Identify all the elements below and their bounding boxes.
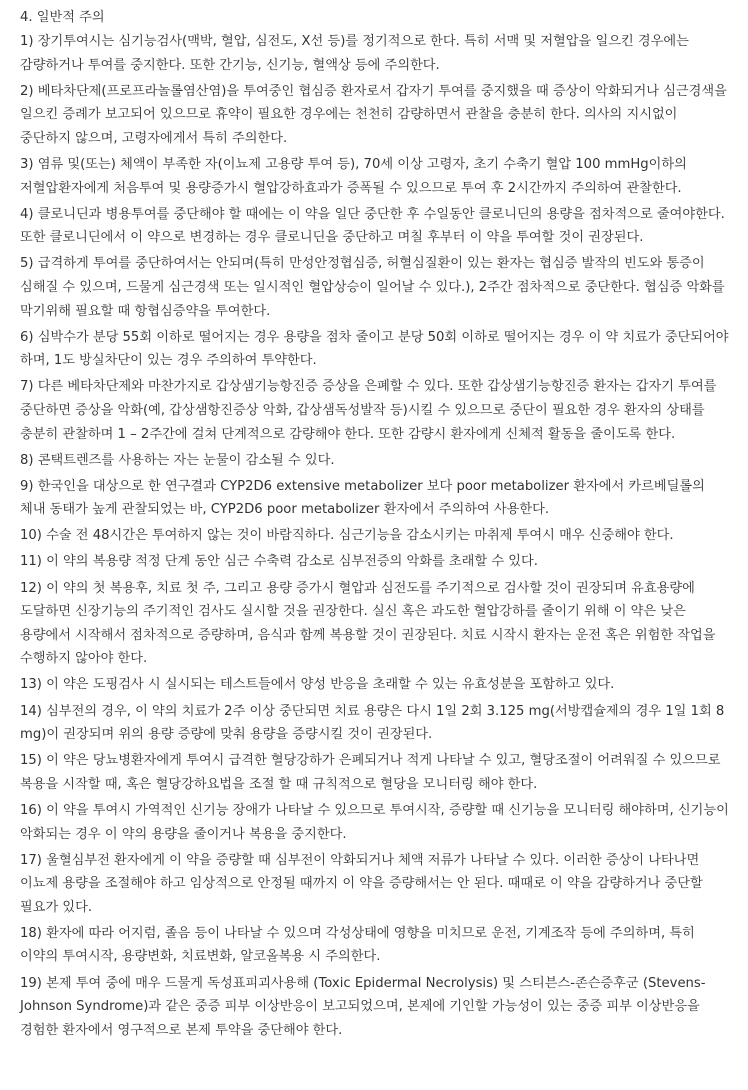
precaution-item-12: 12) 이 약의 첫 복용후, 치료 첫 주, 그리고 용량 증가시 혈압과 심전도를 주기적으로 검사할 것이 권장되며 유효용량에 도달하면 신장기능의 주기적인 검사도 실시할 것을 권장한다. 실신 혹은 과도한 혈압강하를 줄이기 위해 이 약은 낮은 용량에서 시작해서 점차적으로 증량하며, 음식과 함께 복용할 것이 권장된다. 치료 시작시 환자는 운전 혹은 위험한 작업을 수행하지 않아야 한다.	[20, 580, 716, 667]
precaution-item-14: 14) 심부전의 경우, 이 약의 치료가 2주 이상 중단되면 치료 용량은 다시 1일 2회 3.125 mg(서방캡슐제의 경우 1일 1회 8 mg)이 권장되며 위의 용량 증량에 맞춰 용량을 증량시킬 것이 권장된다.	[20, 703, 725, 743]
precaution-item-2: 2) 베타차단제(프로프라놀롤염산염)을 투여중인 협심증 환자로서 갑자기 투여를 중지했을 때 증상이 악화되거나 심근경색을 일으킨 증례가 보고되어 있으므로 휴약이 필요한 경우에는 천천히 감량하면서 관찰을 충분히 한다. 의사의 지시없이 중단하지 않으며, 고령자에게서 특히 주의한다.	[20, 83, 727, 146]
precaution-item-6: 6) 심박수가 분당 55회 이하로 떨어지는 경우 용량을 점차 줄이고 분당 50회 이하로 떨어지는 경우 이 약 치료가 중단되어야 하며, 1도 방실차단이 있는 경우 주의하여 투약한다.	[20, 329, 729, 369]
precaution-item-17: 17) 울혈심부전 환자에게 이 약을 증량할 때 심부전이 악화되거나 체액 저류가 나타날 수 있다. 이러한 증상이 나타나면 이뇨제 용량을 조절해야 하고 임상적으로 안정될 때까지 이 약을 증량해서는 안 된다. 때때로 이 약을 감량하거나 중단할 필요가 있다.	[20, 852, 703, 915]
precaution-item-19: 19) 본제 투여 중에 매우 드물게 독성표피괴사용해 (Toxic Epidermal Necrolysis) 및 스티븐스-존슨증후군 (Stevens-Johnson Syndrome)과 같은 중증 피부 이상반응이 보고되었으며, 본제에 기인할 가능성이 있는 중증 피부 이상반응을 경험한 환자에서 영구적으로 본제 투약을 중단해야 한다.	[20, 975, 706, 1038]
precaution-item-15: 15) 이 약은 당뇨병환자에게 투여시 급격한 혈당강하가 은폐되거나 적게 나타날 수 있고, 혈당조절이 어려워질 수 있으므로 복용을 시작할 때, 혹은 혈당강하요법을 조절 할 때 규칙적으로 혈당을 모니터링 해야 한다.	[20, 753, 721, 792]
precaution-item-3: 3) 염류 및(또는) 체액이 부족한 자(이뇨제 고용량 투여 등), 70세 이상 고령자, 초기 수축기 혈압 100 mmHg이하의 저혈압환자에게 처음투여 및 용량증가시 혈압강하효과가 증폭될 수 있으므로 투여 후 2시간까지 주의하여 관찰한다.	[20, 156, 687, 196]
precaution-item-1: 1) 장기투여시는 심기능검사(맥박, 혈압, 심전도, X선 등)를 정기적으로 한다. 특히 서맥 및 저혈압을 일으킨 경우에는 감량하거나 투여를 중지한다. 또한 간기능, 신기능, 혈액상 등에 주의한다.	[20, 34, 689, 73]
section-title: 4. 일반적 주의	[20, 10, 105, 25]
precaution-item-10: 10) 수술 전 48시간은 투여하지 않는 것이 바람직하다. 심근기능을 감소시키는 마취제 투여시 매우 신중해야 한다.	[20, 528, 674, 544]
precaution-item-5: 5) 급격하게 투여를 중단하여서는 안되며(특히 만성안정협심증, 허혈심질환이 있는 환자는 협심증 발작의 빈도와 통증이 심해질 수 있으며, 드물게 심근경색 또는 일시적인 혈압상승이 일어날 수 있다.), 2주간 점차적으로 중단한다. 협심증 악화를 막기위해 필요할 때 항협심증약을 투여한다.	[20, 256, 725, 319]
precaution-item-9: 9) 한국인을 대상으로 한 연구결과 CYP2D6 extensive metabolizer 보다 poor metabolizer 환자에서 카르베딜롤의 체내 동태가 높게 관찰되었는 바, CYP2D6 poor metabolizer 환자에서 주의하여 사용한다.	[20, 478, 705, 518]
precaution-item-7: 7) 다른 베타차단제와 마찬가지로 갑상샘기능항진증 증상을 은폐할 수 있다. 또한 갑상샘기능항진증 환자는 갑자기 투여를 중단하면 증상을 악화(예, 갑상샘항진증상 악화, 갑상샘독성발작 등)시킬 수 있으므로 중단이 필요한 경우 환자의 상태를 충분히 관찰하며 1 – 2주간에 걸쳐 단계적으로 감량해야 한다. 또한 감량시 환자에게 신체적 활동을 줄이도록 한다.	[20, 379, 717, 442]
precaution-item-13: 13) 이 약은 도핑검사 시 실시되는 테스트들에서 양성 반응을 초래할 수 있는 유효성분을 포함하고 있다.	[20, 677, 615, 693]
precaution-item-18: 18) 환자에 따라 어지럼, 졸음 등이 나타날 수 있으며 각성상태에 영향을 미치므로 운전, 기계조작 등에 주의하며, 특히 이약의 투여시작, 용량변화, 치료변화, 알코올복용 시 주의한다.	[20, 925, 695, 965]
precaution-item-11: 11) 이 약의 복용량 적정 단계 동안 심근 수축력 감소로 심부전증의 악화를 초래할 수 있다.	[20, 554, 538, 570]
precaution-list	[20, 30, 730, 1042]
precaution-item-4: 4) 클로니딘과 병용투여를 중단해야 할 때에는 이 약을 일단 중단한 후 수일동안 클로니딘의 용량을 점차적으로 줄여야한다. 또한 클로니딘에서 이 약으로 변경하는 경우 클로니딘을 중단하고 며칠 후부터 이 약을 투여할 것이 권장된다.	[20, 206, 725, 246]
precaution-item-8: 8) 콘택트렌즈를 사용하는 자는 눈물이 감소될 수 있다.	[20, 452, 335, 468]
precaution-item-16: 16) 이 약을 투여시 가역적인 신기능 장애가 나타날 수 있으므로 투여시작, 증량할 때 신기능을 모니터링 해야하며, 신기능이 악화되는 경우 이 약의 용량을 줄이거나 복용을 중지한다.	[20, 802, 729, 842]
